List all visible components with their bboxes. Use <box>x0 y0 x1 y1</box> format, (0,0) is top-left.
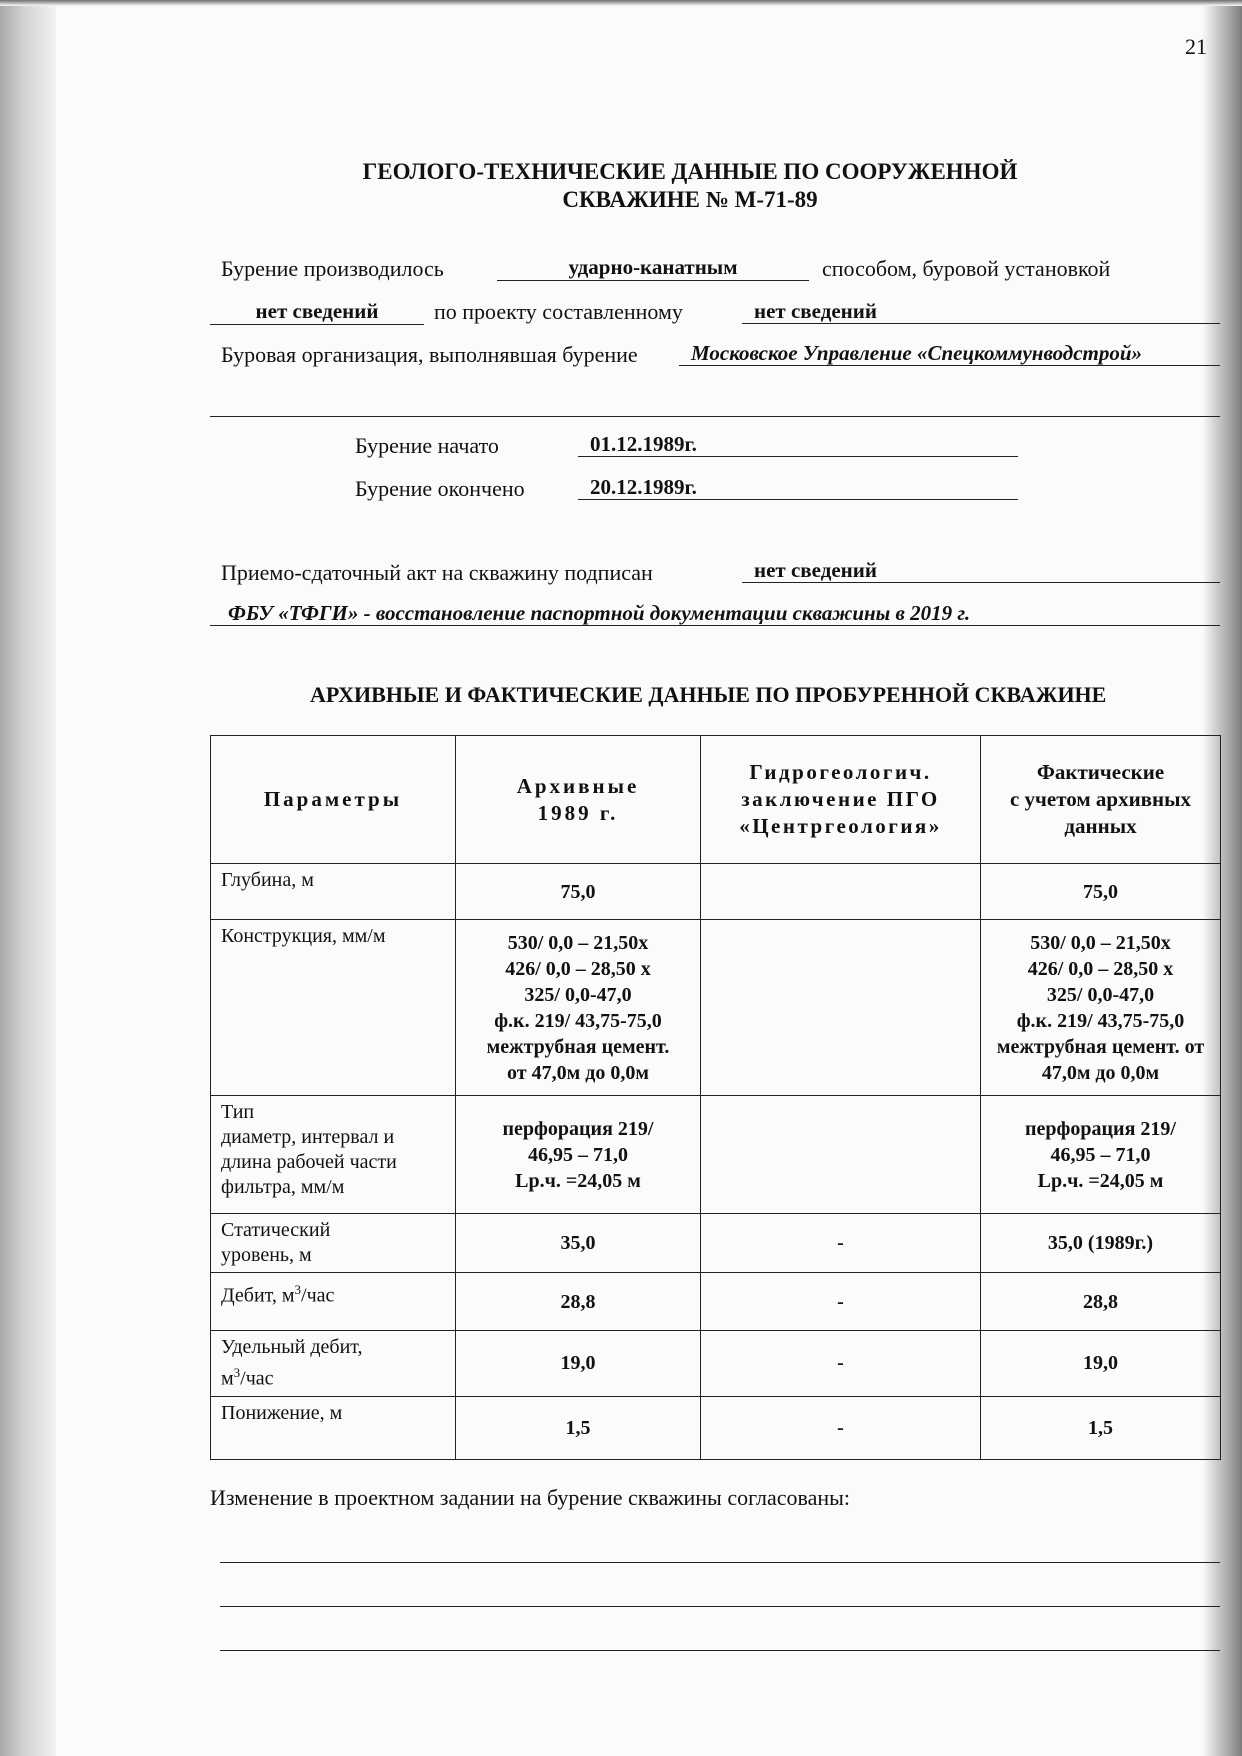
label-drilling-start: Бурение начато <box>355 433 499 458</box>
archive-drawdown: 1,5 <box>456 1396 701 1459</box>
hydro-filter <box>701 1096 981 1214</box>
label-drilling-method: Бурение производилось <box>221 256 444 281</box>
label-drilling-rig: способом, буровой установкой <box>822 256 1111 281</box>
label-project: по проекту составленному <box>434 299 683 324</box>
fact-filter: перфорация 219/ 46,95 – 71,0 Lр.ч. =24,05 м <box>981 1096 1221 1214</box>
label-drilling-end: Бурение окончено <box>355 476 525 501</box>
field-acceptance-act: нет сведений <box>742 557 1220 583</box>
blank-line <box>220 1562 1220 1563</box>
table-row <box>211 864 1221 920</box>
fact-construction: 530/ 0,0 – 21,50х 426/ 0,0 – 28,50 х 325/ 0,0-47,0 ф.к. 219/ 43,75-75,0 межтрубная цемент. от 47,0м до 0,0м <box>981 920 1221 1096</box>
blank-line <box>220 1606 1220 1607</box>
field-drilling-start: 01.12.1989г. <box>578 431 1018 457</box>
header-params: Параметры <box>211 736 456 864</box>
field-drilling-method: ударно-канатным <box>497 254 809 281</box>
restoration-note: ФБУ «ТФГИ» - восстановление паспортной документации скважины в 2019 г. <box>210 600 1220 626</box>
fact-specific-yield: 19,0 <box>981 1331 1221 1397</box>
fact-yield: 28,8 <box>981 1273 1221 1331</box>
field-drilling-end: 20.12.1989г. <box>578 474 1018 500</box>
hydro-construction <box>701 920 981 1096</box>
archive-filter: перфорация 219/ 46,95 – 71,0 Lр.ч. =24,05 м <box>456 1096 701 1214</box>
table-row <box>211 1096 1221 1214</box>
archive-construction: 530/ 0,0 – 21,50х 426/ 0,0 – 28,50 х 325/ 0,0-47,0 ф.к. 219/ 43,75-75,0 межтрубная цемент. от 47,0м до 0,0м <box>456 920 701 1096</box>
param-yield: Дебит, $м^3$/час <box>211 1273 456 1331</box>
fact-drawdown: 1,5 <box>981 1396 1221 1459</box>
well-data-table <box>210 735 1221 1460</box>
hydro-yield: - <box>701 1273 981 1331</box>
label-drilling-org: Буровая организация, выполнявшая бурение <box>221 342 638 367</box>
field-project: нет сведений <box>742 298 1220 324</box>
scan-shadow-left <box>0 0 56 1756</box>
table-row <box>211 920 1221 1096</box>
fact-static-level: 35,0 (1989г.) <box>981 1214 1221 1273</box>
param-construction: Конструкция, мм/м <box>211 920 456 1096</box>
header-hydro-conclusion: Гидрогеологич. заключение ПГО «Центргеология» <box>701 736 981 864</box>
field-drilling-rig: нет сведений <box>210 298 424 325</box>
header-actual: Фактические с учетом архивных данных <box>981 736 1221 864</box>
table-title: АРХИВНЫЕ И ФАКТИЧЕСКИЕ ДАННЫЕ ПО ПРОБУРЕННОЙ СКВАЖИНЕ <box>310 682 1107 707</box>
hydro-static-level: - <box>701 1214 981 1273</box>
hydro-specific-yield: - <box>701 1331 981 1397</box>
param-depth: Глубина, м <box>211 864 456 920</box>
param-filter: Тип диаметр, интервал и длина рабочей части фильтра, мм/м <box>211 1096 456 1214</box>
page-number: 21 <box>1185 34 1207 59</box>
table-row <box>211 1396 1221 1459</box>
archive-static-level: 35,0 <box>456 1214 701 1273</box>
title-line-2: СКВАЖИНЕ № М-71-89 <box>562 187 818 212</box>
param-specific-yield: Удельный дебит, $м^3$/час <box>211 1331 456 1397</box>
hydro-drawdown: - <box>701 1396 981 1459</box>
archive-specific-yield: 19,0 <box>456 1331 701 1397</box>
blank-line <box>220 1650 1220 1651</box>
archive-depth: 75,0 <box>456 864 701 920</box>
archive-yield: 28,8 <box>456 1273 701 1331</box>
blank-line <box>210 416 1220 417</box>
label-acceptance-act: Приемо-сдаточный акт на скважину подписан <box>221 560 653 585</box>
field-drilling-org: Московское Управление «Спецкоммунводстрой» <box>679 340 1220 366</box>
header-archive: Архивные 1989 г. <box>456 736 701 864</box>
title-line-1: ГЕОЛОГО-ТЕХНИЧЕСКИЕ ДАННЫЕ ПО СООРУЖЕННОЙ <box>362 159 1018 184</box>
table-row <box>211 1273 1221 1331</box>
table-row <box>211 1214 1221 1273</box>
fact-depth: 75,0 <box>981 864 1221 920</box>
table-row <box>211 1331 1221 1397</box>
param-static-level: Статический уровень, м <box>211 1214 456 1273</box>
param-drawdown: Понижение, м <box>211 1396 456 1459</box>
changes-label: Изменение в проектном задании на бурение скважины согласованы: <box>210 1485 851 1510</box>
hydro-depth <box>701 864 981 920</box>
table-header-row <box>211 736 1221 864</box>
scan-top-edge <box>0 0 1242 6</box>
